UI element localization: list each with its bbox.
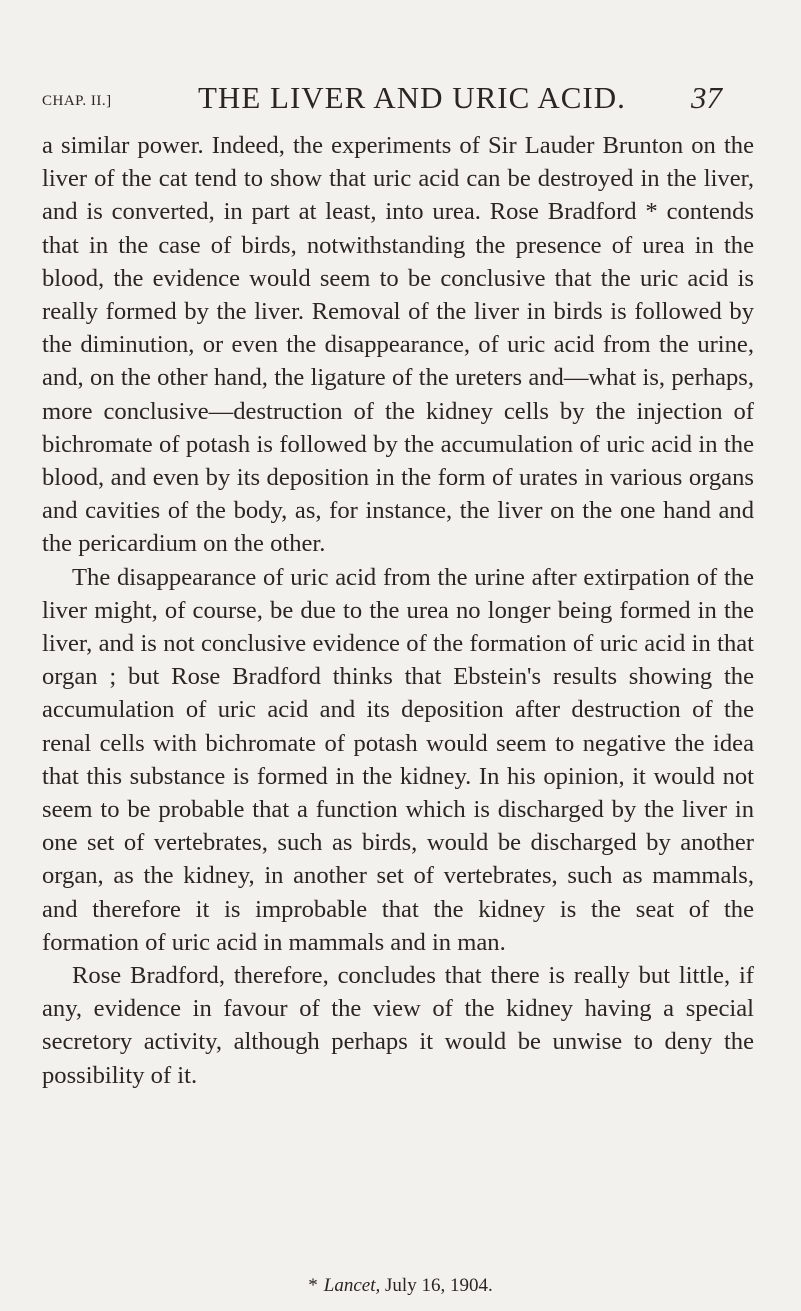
footnote-date: July 16, 1904.: [385, 1275, 493, 1296]
paragraph-2: The disappearance of uric acid from the urine after extirpation of the liver might, of course, be due to the urea no longer being formed in the liver, and is not conclusive evidence of the formation of uric acid in that organ ; but Rose Bradford thinks that Ebstein's results showing the accumulation of uric acid and its deposition after destruction of the renal cells with bichromate of potash would seem to negative the idea that this substance is formed in the kidney. In his opinion, it would not seem to be probable that a function which is discharged by the liver in one set of vertebrates, such as birds, would be discharged by another organ, as the kidney, in another set of vertebrates, such as mammals, and therefore it is improbable that the kidney is the seat of the formation of uric acid in mammals and in man.: [42, 563, 754, 956]
running-title: THE LIVER AND URIC ACID.: [198, 80, 626, 115]
body-text: [42, 129, 754, 1092]
footnote-mark: *: [308, 1275, 318, 1296]
footnote-journal: Lancet,: [323, 1275, 381, 1296]
paragraph-3: Rose Bradford, therefore, concludes that there is really but little, if any, evidence in favour of the view of the kidney having a special secretory activity, although perhaps it would be unwise to deny the possibility of it.: [42, 962, 754, 1089]
paragraph-1: a similar power. Indeed, the experiments of Sir Lauder Brunton on the liver of the cat tend to show that uric acid can be destroyed in the liver, and is converted, in part at least, into urea. Rose Bradford * contends that in the case of birds, notwithstanding the presence of urea in the blood, the evidence would seem to be conclusive that the uric acid is really formed by the liver. Removal of the liver in birds is followed by the diminution, or even the disappearance, of uric acid from the urine, and, on the other hand, the ligature of the ureters and—what is, perhaps, more conclusive—destruction of the kidney cells by the injection of bichromate of potash is followed by the accumulation of uric acid in the blood, and even by its deposition in the form of urates in various organs and cavities of the body, as, for instance, the liver on the one hand and the pericardium on the other.: [42, 132, 754, 558]
chapter-label: CHAP. II.]: [42, 93, 112, 109]
running-header: [42, 80, 742, 120]
footnote: [0, 1275, 801, 1297]
page-number: 37: [691, 80, 722, 115]
